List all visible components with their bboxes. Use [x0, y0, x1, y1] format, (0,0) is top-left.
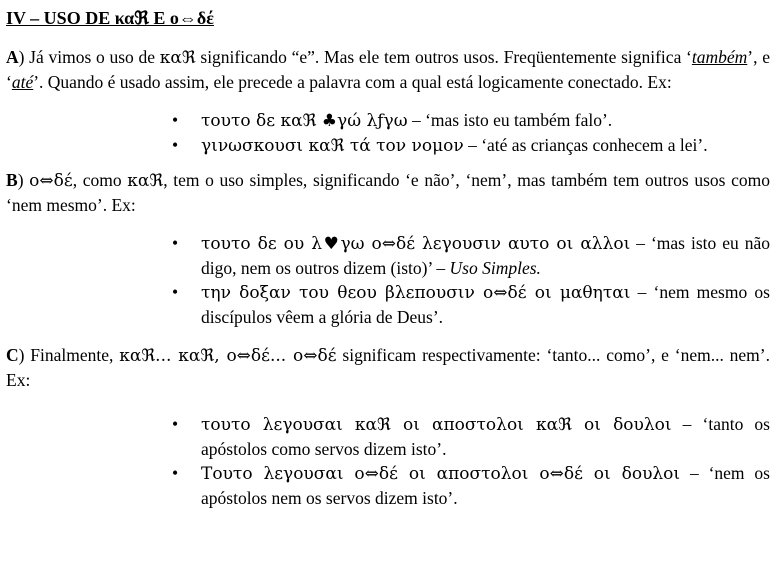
- greek-phrase: τουτο λεγουσαι καℜ οι αποστολοι καℜ οι δουλοι: [201, 415, 672, 435]
- emphasis-word: também: [691, 47, 748, 67]
- example-item: [170, 231, 770, 280]
- example-item: [170, 133, 770, 158]
- greek-word: ο⇔δέ: [29, 171, 73, 191]
- bullet-icon: •: [172, 135, 179, 155]
- emphasis-word: até: [11, 72, 34, 92]
- paragraph-b: B) ο⇔δέ, como καℜ, tem o uso simples, significando ‘e não’, ‘nem’, mas também tem outros usos como ‘nem mesmo’. Ex:: [6, 170, 771, 215]
- paragraph-letter: B: [6, 170, 18, 190]
- greek-phrase: τουτο δε καℜ ♣γώ λƒγω: [201, 111, 408, 131]
- greek-word: καℜ: [159, 48, 196, 68]
- section-heading: [6, 6, 770, 30]
- translation: – ‘nem os apóstolos nem os servos dizem isto’.: [201, 463, 770, 508]
- bullet-icon: •: [172, 110, 179, 130]
- greek-word: καℜ: [127, 171, 164, 191]
- examples-list-a: [6, 108, 770, 158]
- greek-phrase: καℜ... καℜ, ο⇔δέ... ο⇔δέ: [119, 346, 337, 366]
- greek-phrase: την δοξαν του θεου βλεπουσιν ο⇔δέ οι μαθηται: [201, 283, 631, 303]
- bullet-icon: •: [172, 282, 179, 302]
- examples-list-b: [6, 231, 770, 329]
- greek-phrase: Τουτο λεγουσαι ο⇔δέ οι αποστολοι ο⇔δέ οι δουλοι: [201, 464, 681, 484]
- greek-phrase: τουτο δε ου λ♥γω ο⇔δέ λεγουσιν αυτο οι αλλοι: [201, 234, 631, 254]
- paragraph-c: C) Finalmente, καℜ... καℜ, ο⇔δέ... ο⇔δέ significam respectivamente: ‘tanto... como’, e ‘nem... nem’. Ex:: [6, 345, 770, 390]
- heading-text: IV – USO DE καℜ E ο⇔δέ: [6, 8, 214, 28]
- translation: – ‘mas isto eu também falo’.: [407, 110, 613, 130]
- bullet-icon: •: [172, 414, 179, 434]
- greek-phrase: γινωσκουσι καℜ τά τον νομον: [201, 136, 464, 156]
- bullet-icon: •: [172, 233, 179, 253]
- translation: – ‘até as crianças conhecem a lei’.: [463, 135, 708, 155]
- bullet-icon: •: [172, 463, 179, 483]
- example-item: [170, 280, 770, 329]
- paragraph-letter: C: [6, 345, 19, 365]
- paragraph-a: A) Já vimos o uso de καℜ significando “e”. Mas ele tem outros usos. Freqüentemente significa ‘também’, e ‘até’. Quando é usado assim, ele precede a palavra com a qual está logicamente conectado. Ex:: [6, 47, 770, 92]
- paragraph-letter: A: [6, 47, 19, 67]
- translation: – ‘tanto os apóstolos como servos dizem isto’.: [201, 414, 770, 459]
- examples-list-c: [6, 412, 770, 510]
- translation: – ‘nem mesmo os discípulos vêem a glória de Deus’.: [201, 282, 770, 327]
- example-item: [170, 461, 770, 510]
- translation: – ‘mas isto eu não digo, nem os outros dizem (isto)’ –: [201, 233, 770, 278]
- usage-note: Uso Simples.: [449, 258, 541, 278]
- example-item: [170, 108, 770, 133]
- example-item: [170, 412, 770, 461]
